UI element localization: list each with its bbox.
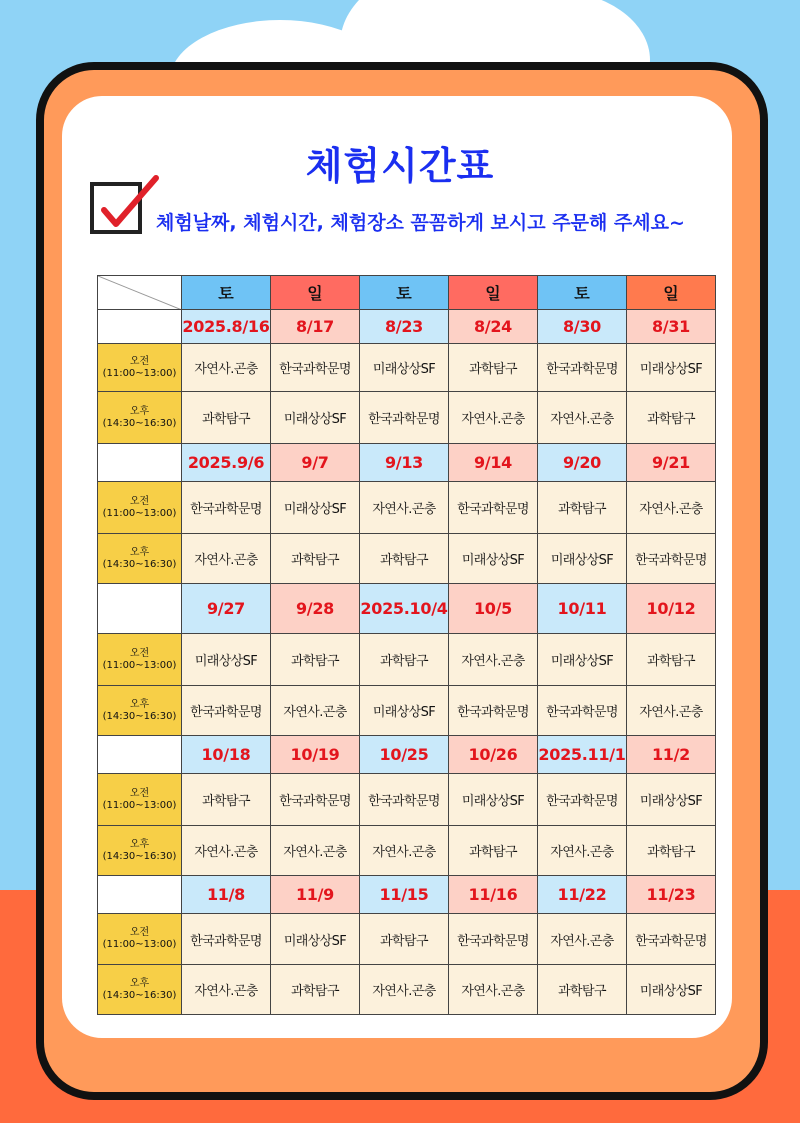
page-title: 체험시간표 (305, 144, 495, 188)
date-cell: 10/12 (627, 584, 716, 634)
date-row (98, 584, 716, 634)
program-cell: 한국과학문명 (360, 392, 449, 444)
time-slot-hours: (14:30~16:30) (102, 710, 177, 722)
program-cell: 한국과학문명 (182, 686, 271, 736)
program-cell: 과학탐구 (627, 826, 716, 876)
time-slot-name: 오후 (129, 977, 150, 989)
am-row (98, 344, 716, 392)
date-cell: 10/26 (449, 736, 538, 774)
time-slot-hours: (11:00~13:00) (102, 939, 177, 950)
program-cell: 미래상상SF (271, 914, 360, 965)
program-cell: 미래상상SF (627, 344, 716, 392)
program-cell: 과학탐구 (271, 634, 360, 686)
program-cell: 한국과학문명 (538, 686, 627, 736)
date-cell: 2025.9/6 (182, 444, 271, 482)
day-header: 토 (538, 276, 627, 310)
program-cell: 미래상상SF (538, 534, 627, 584)
corner-cell (98, 276, 182, 310)
pm-time-label (98, 534, 182, 584)
program-cell: 자연사.곤충 (182, 534, 271, 584)
date-cell: 11/9 (271, 876, 360, 914)
program-cell: 한국과학문명 (449, 482, 538, 534)
am-row (98, 634, 716, 686)
blank-cell (98, 876, 182, 914)
date-cell: 2025.8/16 (182, 310, 271, 344)
am-row (98, 774, 716, 826)
program-cell: 과학탐구 (538, 965, 627, 1015)
program-cell: 한국과학문명 (360, 774, 449, 826)
program-cell: 미래상상SF (360, 686, 449, 736)
am-time-label (98, 774, 182, 826)
program-cell: 미래상상SF (538, 634, 627, 686)
date-row (98, 310, 716, 344)
time-slot-name: 오전 (129, 355, 150, 367)
am-row (98, 914, 716, 965)
program-cell: 과학탐구 (360, 914, 449, 965)
date-cell: 8/31 (627, 310, 716, 344)
program-cell: 과학탐구 (271, 534, 360, 584)
date-cell: 8/23 (360, 310, 449, 344)
time-slot-name: 오후 (129, 838, 150, 850)
program-cell: 과학탐구 (627, 392, 716, 444)
am-time-label (98, 482, 182, 534)
program-cell: 과학탐구 (449, 344, 538, 392)
time-slot-hours: (14:30~16:30) (102, 850, 177, 862)
time-slot-hours: (14:30~16:30) (102, 558, 177, 570)
program-cell: 과학탐구 (271, 965, 360, 1015)
program-cell: 자연사.곤충 (360, 965, 449, 1015)
date-cell: 2025.11/1 (538, 736, 627, 774)
program-cell: 미래상상SF (271, 482, 360, 534)
program-cell: 과학탐구 (627, 634, 716, 686)
program-cell: 자연사.곤충 (627, 482, 716, 534)
program-cell: 자연사.곤충 (449, 965, 538, 1015)
program-cell: 자연사.곤충 (182, 826, 271, 876)
time-slot-name: 오후 (129, 405, 150, 417)
pm-row (98, 686, 716, 736)
date-cell: 9/13 (360, 444, 449, 482)
pm-time-label (98, 965, 182, 1015)
pm-row (98, 392, 716, 444)
pm-time-label (98, 392, 182, 444)
program-cell: 한국과학문명 (449, 914, 538, 965)
day-header: 일 (449, 276, 538, 310)
program-cell: 과학탐구 (538, 482, 627, 534)
program-cell: 한국과학문명 (271, 774, 360, 826)
program-cell: 미래상상SF (449, 534, 538, 584)
program-cell: 미래상상SF (627, 774, 716, 826)
date-cell: 8/30 (538, 310, 627, 344)
blank-cell (98, 736, 182, 774)
program-cell: 자연사.곤충 (538, 826, 627, 876)
time-slot-name: 오후 (129, 698, 150, 710)
time-slot-name: 오전 (129, 647, 150, 659)
blank-cell (98, 310, 182, 344)
day-header: 토 (360, 276, 449, 310)
blank-cell (98, 584, 182, 634)
page-subtitle: 체험날짜, 체험시간, 체험장소 꼼꼼하게 보시고 주문해 주세요~ (156, 212, 685, 234)
program-cell: 자연사.곤충 (182, 344, 271, 392)
program-cell: 자연사.곤충 (271, 826, 360, 876)
program-cell: 자연사.곤충 (449, 634, 538, 686)
pm-row (98, 965, 716, 1015)
program-cell: 미래상상SF (627, 965, 716, 1015)
time-slot-hours: (11:00~13:00) (102, 799, 177, 811)
schedule-table (97, 275, 716, 1015)
date-cell: 10/18 (182, 736, 271, 774)
checkbox-icon (90, 182, 142, 234)
date-cell: 2025.10/4 (360, 584, 449, 634)
program-cell: 자연사.곤충 (538, 914, 627, 965)
day-header: 일 (627, 276, 716, 310)
program-cell: 과학탐구 (449, 826, 538, 876)
program-cell: 미래상상SF (271, 392, 360, 444)
pm-row (98, 826, 716, 876)
program-cell: 미래상상SF (449, 774, 538, 826)
program-cell: 자연사.곤충 (182, 965, 271, 1015)
date-cell: 8/17 (271, 310, 360, 344)
blank-cell (98, 444, 182, 482)
program-cell: 자연사.곤충 (360, 482, 449, 534)
date-cell: 9/20 (538, 444, 627, 482)
program-cell: 과학탐구 (182, 392, 271, 444)
time-slot-hours: (11:00~13:00) (102, 659, 177, 671)
date-cell: 11/23 (627, 876, 716, 914)
pm-row (98, 534, 716, 584)
time-slot-hours: (11:00~13:00) (102, 507, 177, 519)
program-cell: 자연사.곤충 (271, 686, 360, 736)
pm-time-label (98, 826, 182, 876)
program-cell: 한국과학문명 (627, 534, 716, 584)
program-cell: 한국과학문명 (538, 774, 627, 826)
program-cell: 자연사.곤충 (538, 392, 627, 444)
time-slot-name: 오후 (129, 546, 150, 558)
program-cell: 한국과학문명 (627, 914, 716, 965)
date-row (98, 736, 716, 774)
time-slot-name: 오전 (129, 927, 150, 938)
program-cell: 과학탐구 (182, 774, 271, 826)
time-slot-hours: (14:30~16:30) (102, 989, 177, 1001)
day-header: 토 (182, 276, 271, 310)
date-row (98, 876, 716, 914)
date-cell: 9/21 (627, 444, 716, 482)
am-time-label (98, 344, 182, 392)
date-cell: 11/2 (627, 736, 716, 774)
day-header: 일 (271, 276, 360, 310)
program-cell: 과학탐구 (360, 534, 449, 584)
program-cell: 자연사.곤충 (449, 392, 538, 444)
program-cell: 자연사.곤충 (360, 826, 449, 876)
date-cell: 9/27 (182, 584, 271, 634)
time-slot-name: 오전 (129, 495, 150, 507)
date-cell: 10/19 (271, 736, 360, 774)
program-cell: 한국과학문명 (538, 344, 627, 392)
time-slot-name: 오전 (129, 787, 150, 799)
date-cell: 11/15 (360, 876, 449, 914)
date-cell: 9/14 (449, 444, 538, 482)
program-cell: 미래상상SF (182, 634, 271, 686)
date-cell: 11/22 (538, 876, 627, 914)
day-header-row (98, 276, 716, 310)
program-cell: 자연사.곤충 (627, 686, 716, 736)
program-cell: 한국과학문명 (182, 482, 271, 534)
program-cell: 한국과학문명 (449, 686, 538, 736)
date-cell: 10/11 (538, 584, 627, 634)
time-slot-hours: (11:00~13:00) (102, 367, 177, 379)
date-cell: 9/28 (271, 584, 360, 634)
program-cell: 과학탐구 (360, 634, 449, 686)
am-time-label (98, 914, 182, 965)
pm-time-label (98, 686, 182, 736)
date-cell: 9/7 (271, 444, 360, 482)
date-row (98, 444, 716, 482)
program-cell: 한국과학문명 (271, 344, 360, 392)
date-cell: 11/16 (449, 876, 538, 914)
program-cell: 한국과학문명 (182, 914, 271, 965)
program-cell: 미래상상SF (360, 344, 449, 392)
date-cell: 10/5 (449, 584, 538, 634)
am-time-label (98, 634, 182, 686)
date-cell: 10/25 (360, 736, 449, 774)
time-slot-hours: (14:30~16:30) (102, 417, 177, 429)
am-row (98, 482, 716, 534)
date-cell: 11/8 (182, 876, 271, 914)
date-cell: 8/24 (449, 310, 538, 344)
